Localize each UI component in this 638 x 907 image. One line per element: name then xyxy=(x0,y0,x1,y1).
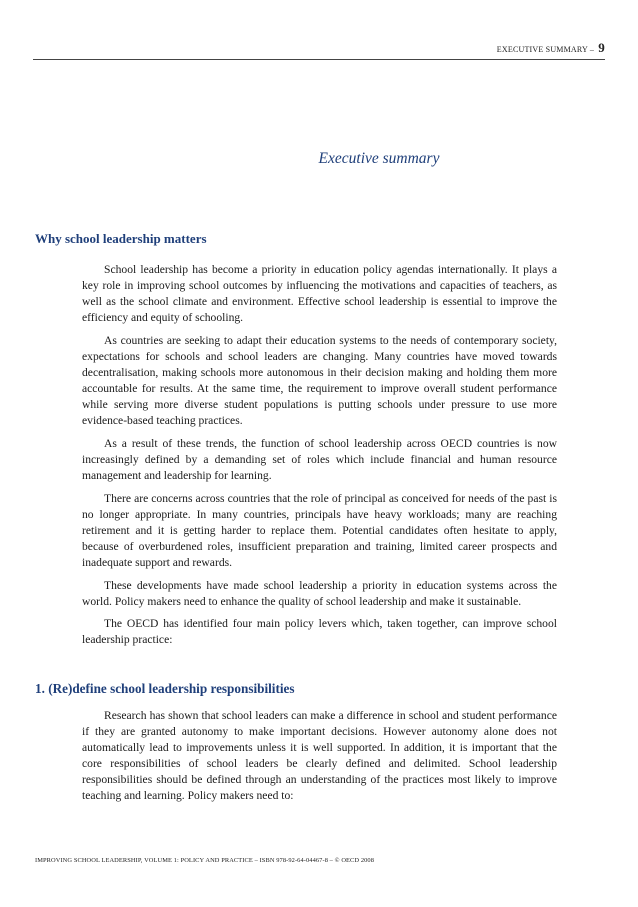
section-body-redefine xyxy=(82,708,557,811)
section-heading-redefine: 1. (Re)define school leadership responsibilities xyxy=(35,681,295,696)
paragraph: As a result of these trends, the function of school leadership across OECD countries is now increasingly defined by a demanding set of roles which include financial and human resource management and leadership for learning. xyxy=(82,436,557,483)
header-rule xyxy=(33,59,605,60)
running-title: EXECUTIVE SUMMARY – xyxy=(496,45,595,54)
running-header xyxy=(33,40,605,56)
paragraph: These developments have made school leadership a priority in education systems across the world. Policy makers need to enhance the quality of school leadership and make it sustainable. xyxy=(82,578,557,608)
page-title: Executive summary xyxy=(318,150,440,167)
paragraph: School leadership has become a priority in education policy agendas internationally. It plays a key role in improving school outcomes by influencing the motivations and capacities of teachers, as well as the school climate and environment. Effective school leadership is essential to improve the efficiency and equity of schooling. xyxy=(82,263,557,325)
paragraph: As countries are seeking to adapt their education systems to the needs of contemporary society, expectations for schools and school leaders are changing. Many countries have moved towards decentralisation, making schools more autonomous in their decision making and holding them more accountable for results. At the same time, the requirement to improve overall student performance while serving more diverse student populations is putting schools under pressure to use more evidence-based teaching practices. xyxy=(82,333,557,428)
section-heading-why-leadership: Why school leadership matters xyxy=(35,231,207,246)
page-footer: IMPROVING SCHOOL LEADERSHIP, VOLUME 1: POLICY AND PRACTICE – ISBN 978-92-64-04467-8 – © OECD 2008 xyxy=(35,857,375,864)
paragraph: There are concerns across countries that the role of principal as conceived for needs of the past is no longer appropriate. In many countries, principals have heavy workloads; many are reaching retirement and it is getting harder to replace them. Potential candidates often hesitate to apply, because of overburdened roles, insufficient preparation and training, limited career prospects and inadequate support and rewards. xyxy=(82,491,557,570)
paragraph: The OECD has identified four main policy levers which, taken together, can improve school leadership practice: xyxy=(82,617,557,647)
section-body-why-leadership xyxy=(82,262,557,655)
page-number: 9 xyxy=(598,40,605,55)
paragraph: Research has shown that school leaders can make a difference in school and student performance if they are granted autonomy to make important decisions. However autonomy alone does not automatically lead to improvements unless it is well supported. In addition, it is important that the core responsibilities of school leaders be clearly defined and delimited. School leadership responsibilities should be defined through an understanding of the practices most likely to improve teaching and learning. Policy makers need to: xyxy=(82,709,557,803)
